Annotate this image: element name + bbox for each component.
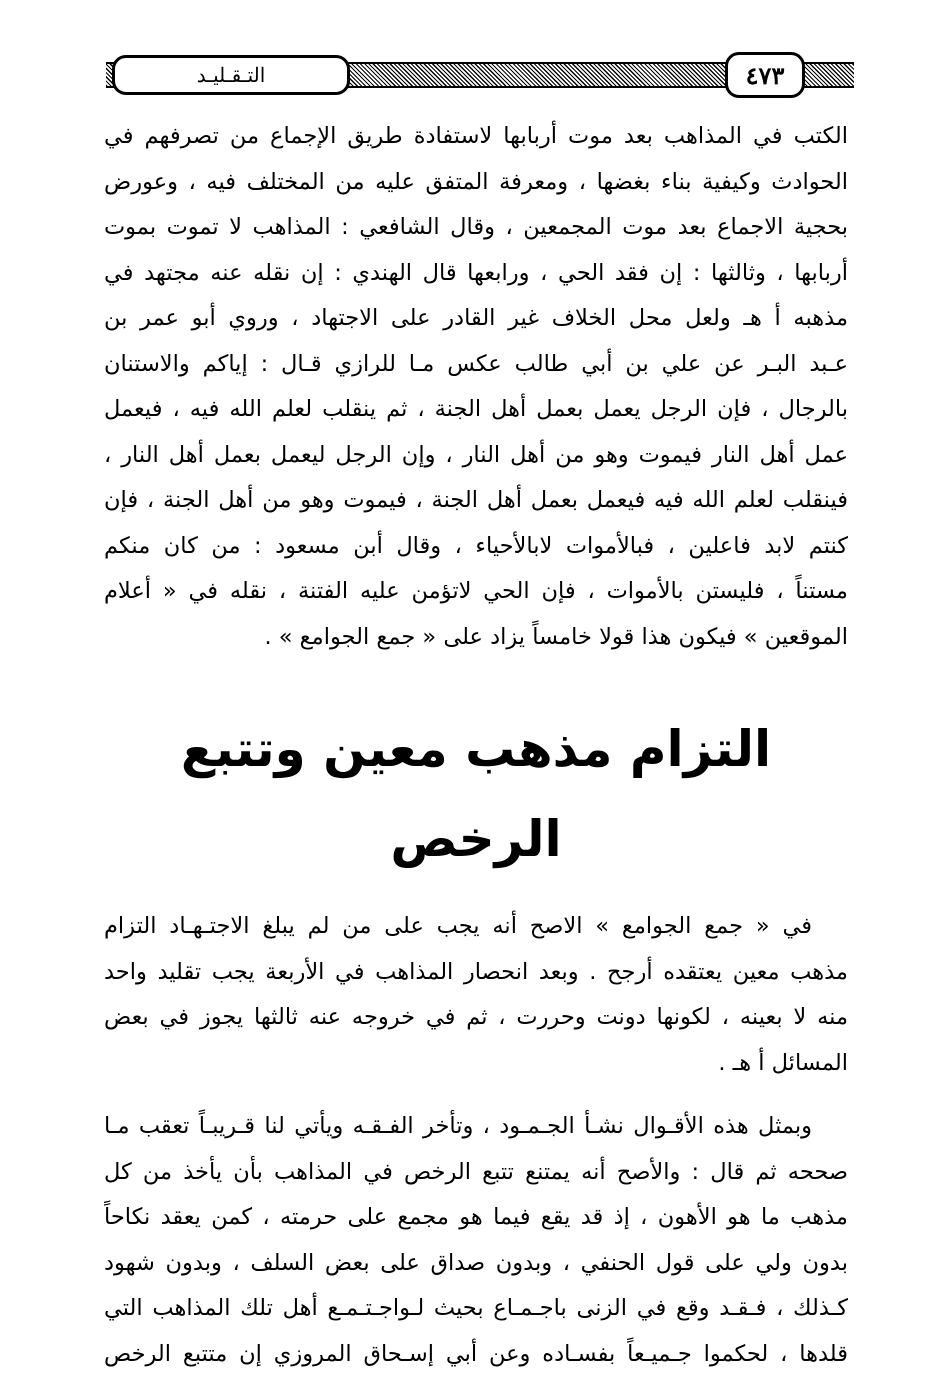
- text-line: كنتم لابد فاعلين ، فبالأموات لابالأحياء ، وقال أبن مسعود : من كان منكم: [104, 524, 848, 570]
- text-line: كـذلك ، فـقـد وقع في الزنى باجـمـاع بحيث لـواجـتـمـع أهل تلك المذاهب التي: [104, 1286, 848, 1332]
- text-line: بحجية الاجماع بعد موت المجمعين ، وقال الشافعي : المذاهب لا تموت بموت: [104, 205, 848, 251]
- paragraph-3: [104, 1104, 848, 1377]
- text-line: الكتب في المذاهب بعد موت أربابها لاستفادة طريق الإجماع من تصرفهم في: [104, 114, 848, 160]
- text-line: قلدها ، لحكموا جـميـعاً بفسـاده وعن أبي إسـحاق المروزي إن متتبع الرخص: [104, 1332, 848, 1377]
- text-line: الحوادث وكيفية بناء بغضها ، ومعرفة المتفق عليه من المختلف فيه ، وعورض: [104, 160, 848, 206]
- text-line: عمل أهل النار فيموت وهو من أهل النار ، وإن الرجل ليعمل بعمل أهل النار ،: [104, 433, 848, 479]
- page-header: [106, 52, 854, 96]
- text-line: فينقلب لعلم الله فيه فيعمل بعمل أهل الجنة ، فيموت وهو من أهل الجنة ، فإن: [104, 478, 848, 524]
- paragraph-1: [104, 114, 848, 660]
- text-line: بالرجال ، فإن الرجل يعمل بعمل أهل الجنة ، ثم ينقلب لعلم الله فيه ، فيعمل: [104, 387, 848, 433]
- text-line: مستناً ، فليستن بالأموات ، فإن الحي لاتؤمن عليه الفتنة ، نقله في « أعلام: [104, 569, 848, 615]
- text-line: مذهب ما هو الأهون ، إذ قد يقع فيما هو مجمع على حرمته ، كمن يعقد نكاحاً: [104, 1195, 848, 1241]
- page-body: [104, 114, 848, 1377]
- page-number: ٤٧٣: [725, 52, 805, 98]
- text-line: مذهبه أ هـ ولعل محل الخلاف غير القادر على الاجتهاد ، وروي أبو عمر بن: [104, 296, 848, 342]
- section-heading: التزام مذهب معين وتتبع الرخص: [104, 704, 848, 884]
- text-line: المسائل أ هـ .: [104, 1041, 848, 1087]
- text-line: الموقعين » فيكون هذا قولا خامساً يزاد على « جمع الجوامع » .: [104, 615, 848, 661]
- running-title: التـقـليـد: [112, 55, 350, 95]
- text-line: بدون ولي على قول الحنفي ، وبدون صداق على بعض السلف ، وبدون شهود: [104, 1241, 848, 1287]
- text-line: منه لا بعينه ، لكونها دونت وحررت ، ثم في خروجه عنه ثالثها يجوز في بعض: [104, 995, 848, 1041]
- paragraph-2: [104, 904, 848, 1086]
- text-line: عـبد البـر عن علي بن أبي طالب عكس مـا للرازي قـال : إياكم والاستنان: [104, 342, 848, 388]
- text-line: في « جمع الجوامع » الاصح أنه يجب على من لم يبلغ الاجتـهـاد التزام: [104, 904, 848, 950]
- paragraph-gap: [104, 1086, 848, 1104]
- text-line: وبمثل هذه الأقـوال نشـأ الجـمـود ، وتأخر الفـقـه ويأتي لنا قـريبـاً تعقب مـا: [104, 1104, 848, 1150]
- text-line: صححه ثم قال : والأصح أنه يمتنع تتبع الرخص في المذاهب بأن يأخذ من كل: [104, 1150, 848, 1196]
- text-line: أربابها ، وثالثها : إن فقد الحي ، ورابعها قال الهندي : إن نقله عنه مجتهد في: [104, 251, 848, 297]
- text-line: مذهب معين يعتقده أرجح . وبعد انحصار المذاهب في الأربعة يجب تقليد واحد: [104, 950, 848, 996]
